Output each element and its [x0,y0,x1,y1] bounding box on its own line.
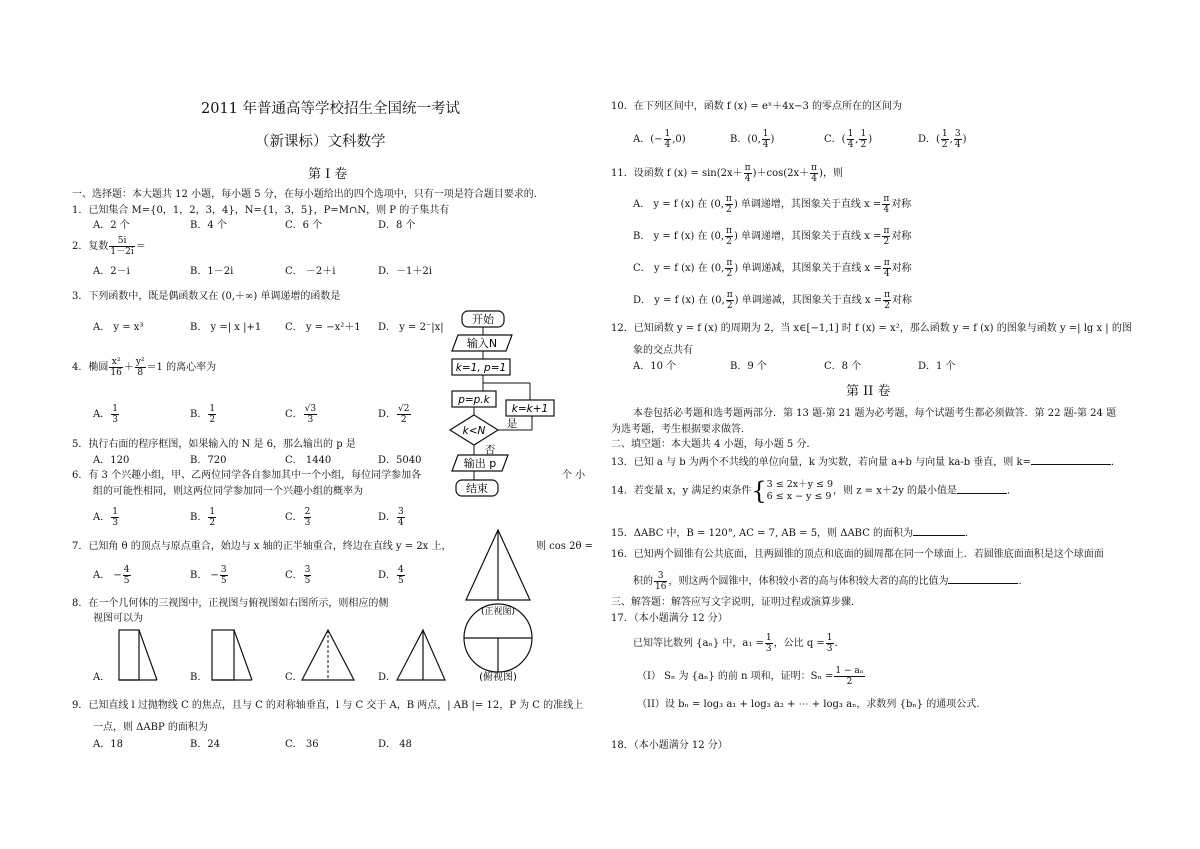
q8-figure-b [208,628,258,684]
q5-option-b: B．720 [190,455,227,466]
q1-option-b: B．4 个 [190,220,227,231]
q6-option-c: C． $\frac{2}{3}$ [285,507,311,528]
q8-option-a: A． [93,672,111,683]
q6-option-d: D． $\frac{3}{4}$ [378,507,404,528]
q1-option-d: D．8 个 [378,220,416,231]
q3-option-d: D． y = 2⁻|x| [378,322,444,333]
section-one-instructions: 一、选择题：本大题共 12 小题，每小题 5 分，在每小题给出的四个选项中，只有一项是符合题目要求的. [72,189,537,200]
flow-no-label: 否 [484,444,496,456]
q9-option-b: B．24 [190,739,221,750]
q11-option-c: C． y = f (x) 在 (0, $\frac{\pi}{2}$ ) 单调递减，其图象关于直线 x = $\frac{\pi}{4}$ 对称 [633,258,912,279]
flow-output-label: 输出 p [463,457,497,470]
q5-option-c: C． 1440 [285,455,332,466]
q7-option-d: D． $\frac{4}{5}$ [378,565,404,586]
flow-calc-label: p=p.k [458,394,490,406]
question-8: 8．在一个几何体的三视图中，正视图与俯视图如右图所示，则相应的侧 [72,598,389,609]
program-flowchart [446,308,561,500]
question-16: 16．已知两个圆锥有公共底面，且两圆锥的顶点和底面的圆周都在同一个球面上．若圆锥底面面积是这个球面面 [611,549,1104,560]
flow-init-label: k=1, p=1 [455,362,507,374]
question-12: 12．已知函数 y = f (x) 的周期为 2，当 x∈[−1,1] 时 f (x) = x²，那么函数 y = f (x) 的图象与函数 y =| lg x | 的图 [611,323,1132,334]
q1-option-a: A．2 个 [93,220,130,231]
question-6-tail: 个 小 [562,470,586,481]
question-9-line2: 一点，则 ΔABP 的面积为 [93,722,208,733]
question-17-part-2: （II）设 bₙ = log₃ a₁ + log₃ a₂ + ⋯ + log₃ aₙ，求数列 {bₙ} 的通项公式. [637,699,980,710]
q2-option-a: A．2－i [93,266,130,277]
q10-option-a: A．(− $\frac{1}{4}$ ,0) [633,129,686,150]
question-17-part-1: （I） Sₙ 为 {aₙ} 的前 n 项和，证明：Sₙ = $\frac{\text{1 − aₙ}}{2}$ [637,666,864,687]
q10-option-c: C．( $\frac{1}{4}$ , $\frac{1}{2}$ ) [824,129,873,150]
q12-option-b: B．9 个 [730,361,767,372]
q3-option-b: B． y =| x |+1 [190,322,262,333]
front-view-label: (正视图) [480,607,516,617]
question-7-tail: 则 cos 2θ = [536,541,594,552]
q10-option-d: D．( $\frac{1}{2}$ , $\frac{3}{4}$ ) [918,129,967,150]
question-4: 4．椭圆 $\frac{\text{x²}}{16}$ ＋ $\frac{\text{y²}}{8}$ ＝1 的离心率为 [72,357,217,378]
q3-option-a: A． y = x³ [93,322,144,333]
part-one-heading: 第 I 卷 [308,167,348,182]
page-subtitle: （新课标）文科数学 [255,134,386,150]
question-9: 9．已知直线 l 过抛物线 C 的焦点，且与 C 的对称轴垂直，l 与 C 交于 A，B 两点，| AB |= 12，P 为 C 的准线上 [72,700,584,711]
q4-option-d: D． $\frac{√2}{2}$ [378,404,410,425]
q8-three-view-figure [458,526,550,686]
question-10: 10．在下列区间中，函数 f (x) = eˣ＋4x−3 的零点所在的区间为 [611,101,903,112]
q10-option-b: B．(0, $\frac{1}{4}$ ) [730,129,775,150]
flow-start-label: 开始 [472,313,494,326]
q2-option-c: C． －2＋i [285,266,336,277]
q6-option-b: B． $\frac{1}{2}$ [190,507,216,528]
question-12-line2: 象的交点共有 [633,345,693,356]
q2-option-d: D．－1＋2i [378,266,432,277]
part-two-heading: 第 II 卷 [846,384,891,399]
top-view-label: (俯视图) [479,672,517,683]
question-15: 15．ΔABC 中，B = 120°, AC = 7, AB = 5，则 ΔABC 的面积为 ． [611,528,976,539]
question-7: 7．已知角 θ 的顶点与原点重合，始边与 x 轴的正半轴重合，终边在直线 y = 2x 上， [72,541,452,552]
q11-option-b: B． y = f (x) 在 (0, $\frac{\pi}{2}$ ) 单调递增，其图象关于直线 x = $\frac{\pi}{2}$ 对称 [633,226,912,247]
q9-option-a: A．18 [93,739,123,750]
q12-option-d: D．1 个 [918,361,956,372]
q7-option-b: B． − $\frac{3}{5}$ [190,565,227,586]
section-three-instructions: 三、解答题：解答应写文字说明，证明过程或演算步骤． [611,597,861,608]
q3-option-c: C． y = −x²＋1 [285,322,361,333]
question-3: 3．下列函数中，既是偶函数又在 (0,＋∞) 单调递增的函数是 [72,291,341,302]
flow-inc-label: k=k+1 [511,403,549,415]
part-two-note: 本卷包括必考题和选考题两部分．第 13 题-第 21 题为必考题，每个试题考生都必须做答．第 22 题-第 24 题 [633,408,1117,419]
page-title: 2011 年普通高等学校招生全国统一考试 [201,101,461,117]
q8-option-d: D． [378,672,397,683]
q8-figure-c [298,628,358,684]
q8-option-c: C． [285,672,303,683]
q1-option-c: C．6 个 [285,220,323,231]
section-two-instructions: 二、填空题：本大题共 4 小题，每小题 5 分． [611,439,817,450]
question-5: 5．执行右面的程序框图，如果输入的 N 是 6，那么输出的 p 是 [72,439,356,450]
q5-option-a: A．120 [93,455,130,466]
question-6: 6．有 3 个兴趣小组，甲、乙两位同学各自参加其中一个小组，每位同学参加各 [72,470,422,481]
flow-input-label: 输入N [466,337,498,350]
question-14: 14．若变量 x，y 满足约束条件{3 ≤ 2x＋y ≤ 9 6 ≤ x − y ≤ 9 ，则 z = x＋2y 的最小值是 ． [611,477,1018,505]
q9-option-c: C． 36 [285,739,319,750]
question-17-heading: 17．（本小题满分 12 分） [611,613,728,624]
q2-option-b: B．1－2i [190,266,234,277]
part-two-note-line2: 为选考题，考生根据要求做答． [611,424,751,435]
q4-option-a: A． $\frac{1}{3}$ [93,404,118,425]
flow-end-label: 结束 [466,482,488,495]
question-6-line2: 组的可能性相同，则这两位同学参加同一个兴趣小组的概率为 [93,486,363,497]
question-2: 2．复数 $\frac{5i}{1-2i}$ ＝ [72,236,146,257]
question-1: 1．已知集合 M={0，1，2，3，4}，N={1，3，5}，P=M∩N，则 P 的子集共有 [72,205,450,216]
flow-yes-label: 是 [506,418,518,430]
question-17-stem: 已知等比数列 {aₙ} 中，a₁ = $\frac{1}{3}$ ，公比 q = $\frac{1}{3}$ ． [633,633,845,654]
q12-option-c: C．8 个 [824,361,862,372]
flow-cond-label: k<N [462,425,486,437]
q7-option-a: A． − $\frac{4}{5}$ [93,565,130,586]
question-8-line2: 视图可以为 [93,613,143,624]
question-13: 13．已知 a 与 b 为两个不共线的单位向量，k 为实数，若向量 a+b 与向量 ka-b 垂直，则 k= ． [611,457,1121,468]
question-11: 11．设函数 f (x) = sin(2x＋ $\frac{\pi}{4}$ )＋cos(2x＋ $\frac{\pi}{4}$ )，则 [611,163,843,184]
q5-option-d: D．5040 [378,455,422,466]
q4-option-b: B． $\frac{1}{2}$ [190,404,216,425]
q12-option-a: A．10 个 [633,361,677,372]
q8-figure-a [115,628,165,684]
q8-option-b: B． [190,672,208,683]
q11-option-d: D． y = f (x) 在 (0, $\frac{\pi}{2}$ ) 单调递减，其图象关于直线 x = $\frac{\pi}{2}$ 对称 [633,290,913,311]
q8-figure-d [393,628,449,684]
q11-option-a: A． y = f (x) 在 (0, $\frac{\pi}{2}$ ) 单调递增，其图象关于直线 x = $\frac{\pi}{4}$ 对称 [633,194,912,215]
q6-option-a: A． $\frac{1}{3}$ [93,507,118,528]
question-18-heading: 18．（本小题满分 12 分） [611,740,728,751]
q9-option-d: D． 48 [378,739,412,750]
q4-option-c: C． $\frac{√3}{3}$ [285,404,317,425]
question-16-line2: 积的 $\frac{3}{16}$ ，则这两个圆锥中，体积较小者的高与体积较大者的高的比值为 ． [633,571,1029,592]
q7-option-c: C． $\frac{3}{5}$ [285,565,311,586]
